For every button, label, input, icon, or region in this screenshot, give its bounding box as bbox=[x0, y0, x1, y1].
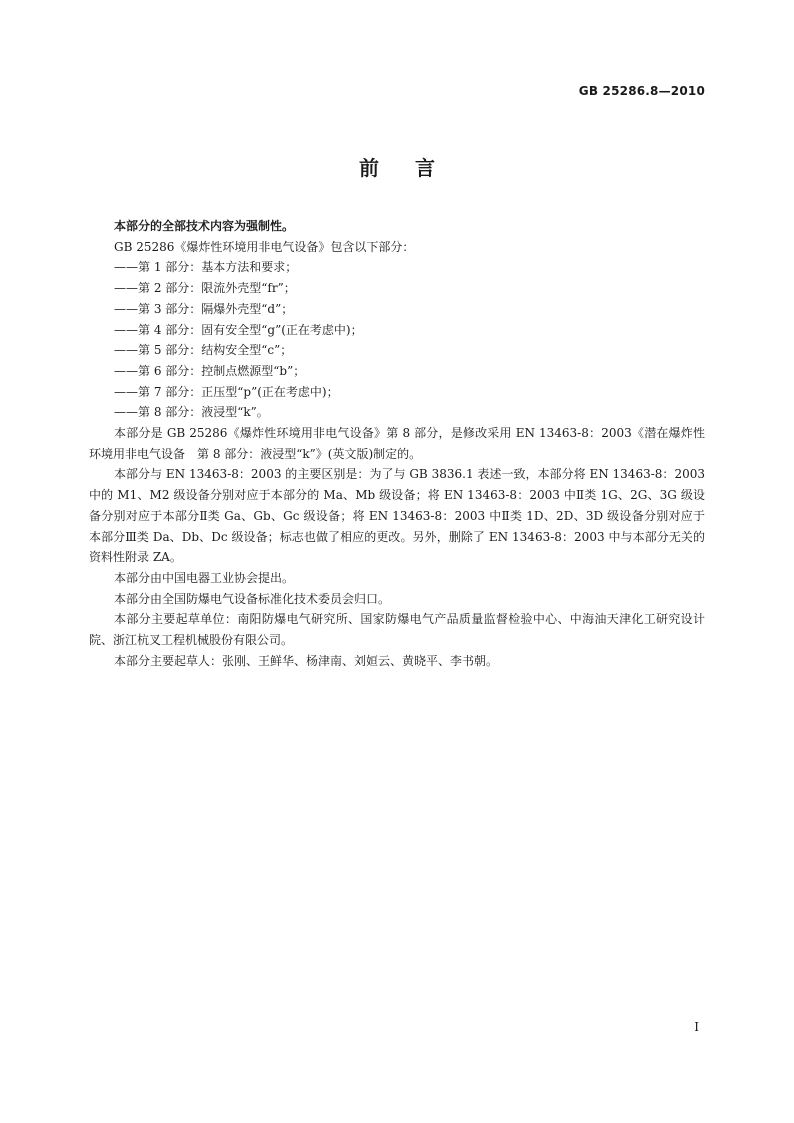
proposer-statement: 本部分由中国电器工业协会提出。 bbox=[114, 570, 295, 585]
drafters: 本部分主要起草人：张刚、王鲜华、杨津南、刘姮云、黄晓平、李书朝。 bbox=[114, 653, 499, 668]
committee-statement: 本部分由全国防爆电气设备标准化技术委员会归口。 bbox=[114, 591, 391, 606]
part-list-item: ——第 6 部分：控制点燃源型“b”； bbox=[114, 363, 306, 378]
adoption-statement: 本部分是 GB 25286《爆炸性环境用非电气设备》第 8 部分，是修改采用 EN 13463-8：2003《潜在爆炸性环境用非电气设备 第 8 部分：液浸型“k”》(英文版)制定的。 bbox=[89, 426, 705, 461]
part-list-item: ——第 8 部分：液浸型“k”。 bbox=[114, 405, 269, 420]
part-list-item: ——第 1 部分：基本方法和要求； bbox=[114, 260, 298, 275]
page-title: 前言 bbox=[359, 156, 471, 180]
differences-statement: 本部分与 EN 13463-8：2003 的主要区别是：为了与 GB 3836.1 表述一致，本部分将 EN 13463-8：2003 中的 M1、M2 级设备分别对应于本部分的 Ma、Mb 级设备；将 EN 13463-8：2003 中Ⅱ类 1G、2G、3G 级设备分别对应于本部分Ⅱ类 Ga、Gb、Gc 级设备；将 EN 13463-8：2003 中Ⅱ类 1D、2D、3D 级设备分别对应于本部分Ⅲ类 Da、Db、Dc 级设备；标志也做了相应的更改。另外，删除了 EN 13463-8：2003 中与本部分无关的资料性附录 ZA。 bbox=[89, 467, 705, 565]
part-list-item: ——第 5 部分：结构安全型“c”； bbox=[114, 343, 293, 358]
part-list-item: ——第 2 部分：限流外壳型“fr”； bbox=[114, 281, 296, 296]
part-list-item: ——第 3 部分：隔爆外壳型“d”； bbox=[114, 301, 294, 316]
preface-body bbox=[89, 216, 705, 671]
drafting-units: 本部分主要起草单位：南阳防爆电气研究所、国家防爆电气产品质量监督检验中心、中海油天津化工研究设计院、浙江杭叉工程机械股份有限公司。 bbox=[89, 612, 705, 648]
part-list-item: ——第 4 部分：固有安全型“g”(正在考虑中)； bbox=[114, 322, 363, 337]
part-list-item: ——第 7 部分：正压型“p”(正在考虑中)； bbox=[114, 384, 339, 399]
page-number: I bbox=[694, 1020, 699, 1034]
mandatory-statement: 本部分的全部技术内容为强制性。 bbox=[114, 219, 295, 233]
standard-code: GB 25286.8—2010 bbox=[578, 84, 705, 98]
series-intro: GB 25286《爆炸性环境用非电气设备》包含以下部分： bbox=[114, 239, 415, 254]
